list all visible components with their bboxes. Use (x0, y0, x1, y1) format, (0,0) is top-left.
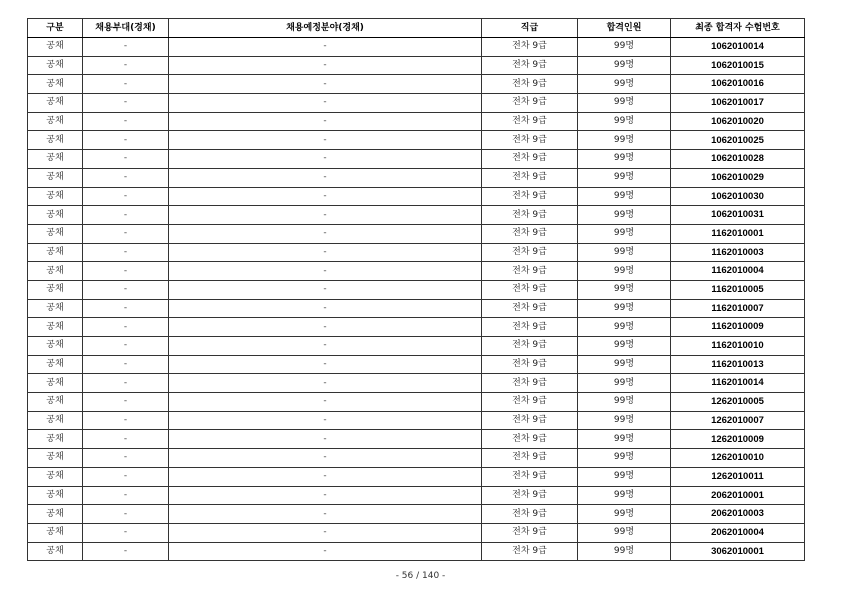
cell-grade: 전차 9급 (482, 486, 578, 505)
table-row (28, 337, 805, 356)
cell-category: 공채 (28, 131, 83, 150)
cell-unit: - (83, 280, 169, 299)
cell-grade: 전차 9급 (482, 243, 578, 262)
cell-exam-number: 1162010003 (671, 243, 805, 262)
cell-unit: - (83, 374, 169, 393)
cell-exam-number: 1262010005 (671, 393, 805, 412)
cell-count: 99명 (578, 131, 671, 150)
cell-exam-number: 1062010031 (671, 206, 805, 225)
cell-field: - (169, 393, 482, 412)
header-row (28, 19, 805, 38)
cell-field: - (169, 131, 482, 150)
table-row (28, 243, 805, 262)
table-row (28, 318, 805, 337)
table-row (28, 430, 805, 449)
table-row (28, 299, 805, 318)
table-row (28, 355, 805, 374)
cell-exam-number: 1162010005 (671, 280, 805, 299)
cell-count: 99명 (578, 486, 671, 505)
cell-exam-number: 1162010007 (671, 299, 805, 318)
cell-count: 99명 (578, 262, 671, 281)
cell-grade: 전차 9급 (482, 299, 578, 318)
cell-exam-number: 1262010007 (671, 411, 805, 430)
cell-unit: - (83, 94, 169, 113)
cell-category: 공채 (28, 206, 83, 225)
cell-field: - (169, 243, 482, 262)
cell-field: - (169, 374, 482, 393)
cell-unit: - (83, 430, 169, 449)
cell-category: 공채 (28, 187, 83, 206)
cell-grade: 전차 9급 (482, 131, 578, 150)
cell-field: - (169, 168, 482, 187)
cell-unit: - (83, 542, 169, 561)
cell-exam-number: 1062010025 (671, 131, 805, 150)
cell-field: - (169, 355, 482, 374)
cell-exam-number: 1062010029 (671, 168, 805, 187)
cell-category: 공채 (28, 542, 83, 561)
cell-exam-number: 1062010030 (671, 187, 805, 206)
cell-unit: - (83, 449, 169, 468)
cell-field: - (169, 206, 482, 225)
table-row (28, 411, 805, 430)
table-row (28, 542, 805, 561)
cell-count: 99명 (578, 187, 671, 206)
cell-unit: - (83, 486, 169, 505)
cell-unit: - (83, 168, 169, 187)
cell-category: 공채 (28, 243, 83, 262)
cell-category: 공채 (28, 150, 83, 169)
cell-field: - (169, 430, 482, 449)
cell-exam-number: 1162010014 (671, 374, 805, 393)
table-row (28, 467, 805, 486)
cell-grade: 전차 9급 (482, 280, 578, 299)
cell-count: 99명 (578, 206, 671, 225)
cell-grade: 전차 9급 (482, 168, 578, 187)
cell-unit: - (83, 411, 169, 430)
cell-category: 공채 (28, 299, 83, 318)
cell-grade: 전차 9급 (482, 262, 578, 281)
cell-exam-number: 1262010011 (671, 467, 805, 486)
cell-count: 99명 (578, 393, 671, 412)
cell-exam-number: 1062010020 (671, 112, 805, 131)
cell-count: 99명 (578, 168, 671, 187)
cell-exam-number: 2062010001 (671, 486, 805, 505)
cell-category: 공채 (28, 56, 83, 75)
cell-unit: - (83, 56, 169, 75)
header-exam-number: 최종 합격자 수험번호 (671, 19, 805, 38)
table-row (28, 280, 805, 299)
cell-unit: - (83, 262, 169, 281)
cell-grade: 전차 9급 (482, 187, 578, 206)
header-unit: 채용부대(경채) (83, 19, 169, 38)
cell-field: - (169, 411, 482, 430)
cell-category: 공채 (28, 94, 83, 113)
cell-exam-number: 1162010001 (671, 224, 805, 243)
cell-field: - (169, 75, 482, 94)
header-grade: 직급 (482, 19, 578, 38)
cell-grade: 전차 9급 (482, 542, 578, 561)
table-row (28, 75, 805, 94)
cell-category: 공채 (28, 262, 83, 281)
header-field: 채용예정분야(경채) (169, 19, 482, 38)
cell-exam-number: 1062010017 (671, 94, 805, 113)
cell-exam-number: 1062010015 (671, 56, 805, 75)
table-row (28, 150, 805, 169)
cell-count: 99명 (578, 542, 671, 561)
cell-grade: 전차 9급 (482, 75, 578, 94)
cell-field: - (169, 449, 482, 468)
cell-count: 99명 (578, 224, 671, 243)
cell-unit: - (83, 38, 169, 57)
cell-grade: 전차 9급 (482, 112, 578, 131)
cell-count: 99명 (578, 56, 671, 75)
cell-category: 공채 (28, 523, 83, 542)
cell-field: - (169, 523, 482, 542)
table-row (28, 486, 805, 505)
cell-category: 공채 (28, 505, 83, 524)
cell-unit: - (83, 337, 169, 356)
table-body (28, 38, 805, 561)
cell-count: 99명 (578, 411, 671, 430)
cell-exam-number: 1062010014 (671, 38, 805, 57)
cell-field: - (169, 299, 482, 318)
header-count: 합격인원 (578, 19, 671, 38)
cell-field: - (169, 187, 482, 206)
table-row (28, 112, 805, 131)
cell-count: 99명 (578, 467, 671, 486)
cell-unit: - (83, 467, 169, 486)
cell-count: 99명 (578, 449, 671, 468)
cell-field: - (169, 505, 482, 524)
cell-grade: 전차 9급 (482, 467, 578, 486)
cell-grade: 전차 9급 (482, 449, 578, 468)
cell-field: - (169, 38, 482, 57)
table-row (28, 393, 805, 412)
cell-category: 공채 (28, 374, 83, 393)
cell-unit: - (83, 206, 169, 225)
table-row (28, 523, 805, 542)
cell-count: 99명 (578, 430, 671, 449)
cell-category: 공채 (28, 168, 83, 187)
table-row (28, 449, 805, 468)
table-row (28, 505, 805, 524)
table-row (28, 56, 805, 75)
cell-field: - (169, 467, 482, 486)
cell-grade: 전차 9급 (482, 94, 578, 113)
table-row (28, 94, 805, 113)
cell-count: 99명 (578, 505, 671, 524)
cell-field: - (169, 337, 482, 356)
cell-count: 99명 (578, 112, 671, 131)
cell-field: - (169, 542, 482, 561)
cell-grade: 전차 9급 (482, 318, 578, 337)
document-page (27, 18, 804, 561)
cell-grade: 전차 9급 (482, 224, 578, 243)
cell-grade: 전차 9급 (482, 411, 578, 430)
cell-category: 공채 (28, 449, 83, 468)
cell-unit: - (83, 318, 169, 337)
cell-field: - (169, 262, 482, 281)
cell-grade: 전차 9급 (482, 38, 578, 57)
cell-category: 공채 (28, 467, 83, 486)
cell-count: 99명 (578, 299, 671, 318)
cell-category: 공채 (28, 337, 83, 356)
cell-count: 99명 (578, 337, 671, 356)
table-row (28, 168, 805, 187)
results-table (27, 18, 805, 561)
table-row (28, 38, 805, 57)
cell-count: 99명 (578, 523, 671, 542)
page-number: - 56 / 140 - (395, 571, 446, 581)
cell-grade: 전차 9급 (482, 505, 578, 524)
cell-category: 공채 (28, 430, 83, 449)
cell-unit: - (83, 355, 169, 374)
cell-field: - (169, 94, 482, 113)
table-row (28, 187, 805, 206)
cell-unit: - (83, 187, 169, 206)
cell-grade: 전차 9급 (482, 523, 578, 542)
cell-unit: - (83, 505, 169, 524)
cell-category: 공채 (28, 318, 83, 337)
table-row (28, 131, 805, 150)
cell-count: 99명 (578, 318, 671, 337)
cell-category: 공채 (28, 486, 83, 505)
cell-field: - (169, 486, 482, 505)
cell-field: - (169, 150, 482, 169)
cell-category: 공채 (28, 112, 83, 131)
table-row (28, 206, 805, 225)
cell-exam-number: 1262010009 (671, 430, 805, 449)
cell-count: 99명 (578, 94, 671, 113)
table-row (28, 262, 805, 281)
table-row (28, 374, 805, 393)
cell-exam-number: 1062010016 (671, 75, 805, 94)
cell-grade: 전차 9급 (482, 393, 578, 412)
cell-category: 공채 (28, 224, 83, 243)
cell-field: - (169, 56, 482, 75)
header-category: 구분 (28, 19, 83, 38)
cell-exam-number: 1162010010 (671, 337, 805, 356)
cell-count: 99명 (578, 355, 671, 374)
table-row (28, 224, 805, 243)
cell-unit: - (83, 523, 169, 542)
cell-field: - (169, 318, 482, 337)
cell-unit: - (83, 243, 169, 262)
table-header (28, 19, 805, 38)
cell-category: 공채 (28, 75, 83, 94)
cell-exam-number: 2062010004 (671, 523, 805, 542)
cell-grade: 전차 9급 (482, 374, 578, 393)
cell-exam-number: 1162010004 (671, 262, 805, 281)
cell-exam-number: 2062010003 (671, 505, 805, 524)
cell-grade: 전차 9급 (482, 355, 578, 374)
cell-count: 99명 (578, 374, 671, 393)
cell-grade: 전차 9급 (482, 206, 578, 225)
cell-grade: 전차 9급 (482, 337, 578, 356)
cell-unit: - (83, 131, 169, 150)
cell-count: 99명 (578, 243, 671, 262)
cell-count: 99명 (578, 75, 671, 94)
cell-exam-number: 1262010010 (671, 449, 805, 468)
cell-category: 공채 (28, 280, 83, 299)
cell-field: - (169, 224, 482, 243)
cell-unit: - (83, 393, 169, 412)
cell-unit: - (83, 150, 169, 169)
cell-category: 공채 (28, 393, 83, 412)
cell-unit: - (83, 299, 169, 318)
cell-field: - (169, 112, 482, 131)
cell-count: 99명 (578, 38, 671, 57)
cell-unit: - (83, 75, 169, 94)
cell-grade: 전차 9급 (482, 56, 578, 75)
cell-category: 공채 (28, 38, 83, 57)
cell-count: 99명 (578, 280, 671, 299)
cell-count: 99명 (578, 150, 671, 169)
cell-grade: 전차 9급 (482, 150, 578, 169)
cell-exam-number: 3062010001 (671, 542, 805, 561)
cell-exam-number: 1062010028 (671, 150, 805, 169)
cell-field: - (169, 280, 482, 299)
cell-exam-number: 1162010013 (671, 355, 805, 374)
cell-category: 공채 (28, 411, 83, 430)
cell-exam-number: 1162010009 (671, 318, 805, 337)
cell-category: 공채 (28, 355, 83, 374)
cell-grade: 전차 9급 (482, 430, 578, 449)
cell-unit: - (83, 112, 169, 131)
cell-unit: - (83, 224, 169, 243)
